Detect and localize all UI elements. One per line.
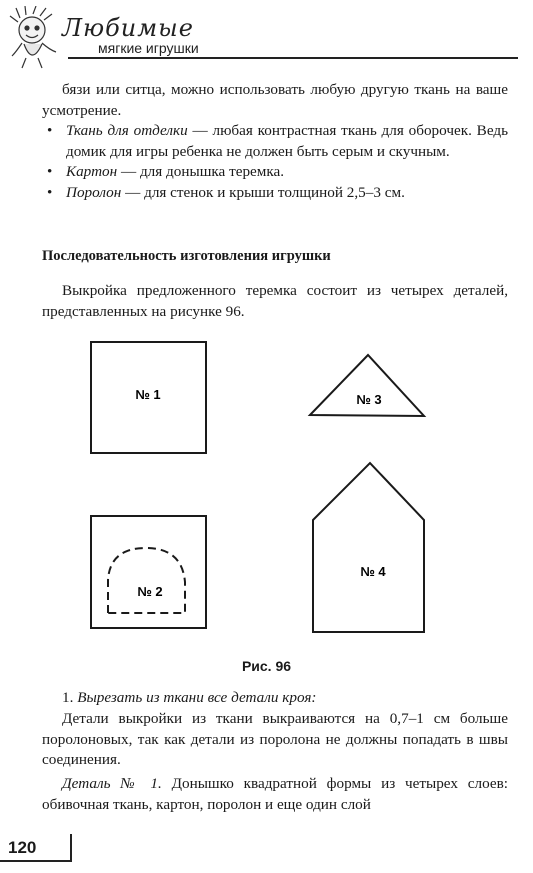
label-piece-1: № 1 bbox=[135, 387, 161, 402]
step-number: 1. bbox=[62, 689, 78, 706]
label-piece-2: № 2 bbox=[137, 584, 163, 599]
header-divider bbox=[68, 57, 518, 59]
bullet-icon: • bbox=[47, 122, 53, 139]
material-text: — любая контрастная ткань для оборочек. Ведь домик для игры ребенка не должен быть серым и скучным. bbox=[66, 122, 509, 160]
figure-caption: Рис. 96 bbox=[241, 658, 292, 674]
detail-term: Деталь № 1. bbox=[62, 775, 162, 792]
step-1-heading bbox=[42, 688, 508, 709]
intro-paragraph: бязи или ситца, можно использовать любую другую ткань на ваше усмотрение. bbox=[42, 81, 508, 119]
material-text: — для донышка теремка. bbox=[117, 163, 285, 181]
section-title: Последовательность изготовления игрушки bbox=[42, 248, 331, 264]
series-title: Любимые bbox=[62, 14, 194, 42]
label-piece-3: № 3 bbox=[356, 392, 382, 407]
step-title: Вырезать из ткани все детали кроя: bbox=[77, 689, 317, 706]
pattern-piece-2 bbox=[108, 548, 185, 613]
footer-rule bbox=[0, 860, 70, 862]
detail-1-paragraph bbox=[42, 774, 508, 815]
list-item bbox=[42, 121, 508, 162]
step-1-text: Детали выкройки из ткани выкраиваются на 0,7–1 см больше поролоновых, так как детали из поролона не должны попадать в швы соединения. bbox=[42, 710, 508, 769]
footer-rule-vertical bbox=[70, 834, 72, 862]
page-number: 120 bbox=[8, 838, 37, 857]
materials-list bbox=[42, 121, 508, 203]
list-item bbox=[42, 183, 508, 204]
material-term: Картон bbox=[66, 163, 118, 181]
section-intro: Выкройка предложенного теремка состоит из четырех деталей, представленных на рисунке 96. bbox=[42, 282, 508, 320]
material-term: Поролон bbox=[66, 183, 122, 201]
rag-doll-icon bbox=[6, 6, 66, 70]
material-term: Ткань для отделки bbox=[66, 122, 188, 139]
pattern-drawing bbox=[0, 320, 533, 660]
pattern-piece-4 bbox=[313, 463, 424, 632]
list-item bbox=[42, 162, 508, 183]
material-text: — для стенок и крыши толщиной 2,5–3 см. bbox=[121, 183, 405, 201]
bullet-icon: • bbox=[47, 183, 53, 201]
detail-text: Донышко квадратной формы из четырех слоев: обивочная ткань, картон, поролон и еще один слой bbox=[42, 775, 508, 813]
label-piece-4: № 4 bbox=[360, 564, 386, 579]
page-header bbox=[0, 0, 533, 70]
pattern-figure bbox=[0, 320, 533, 660]
series-subtitle: мягкие игрушки bbox=[98, 40, 199, 56]
bullet-icon: • bbox=[47, 163, 53, 181]
